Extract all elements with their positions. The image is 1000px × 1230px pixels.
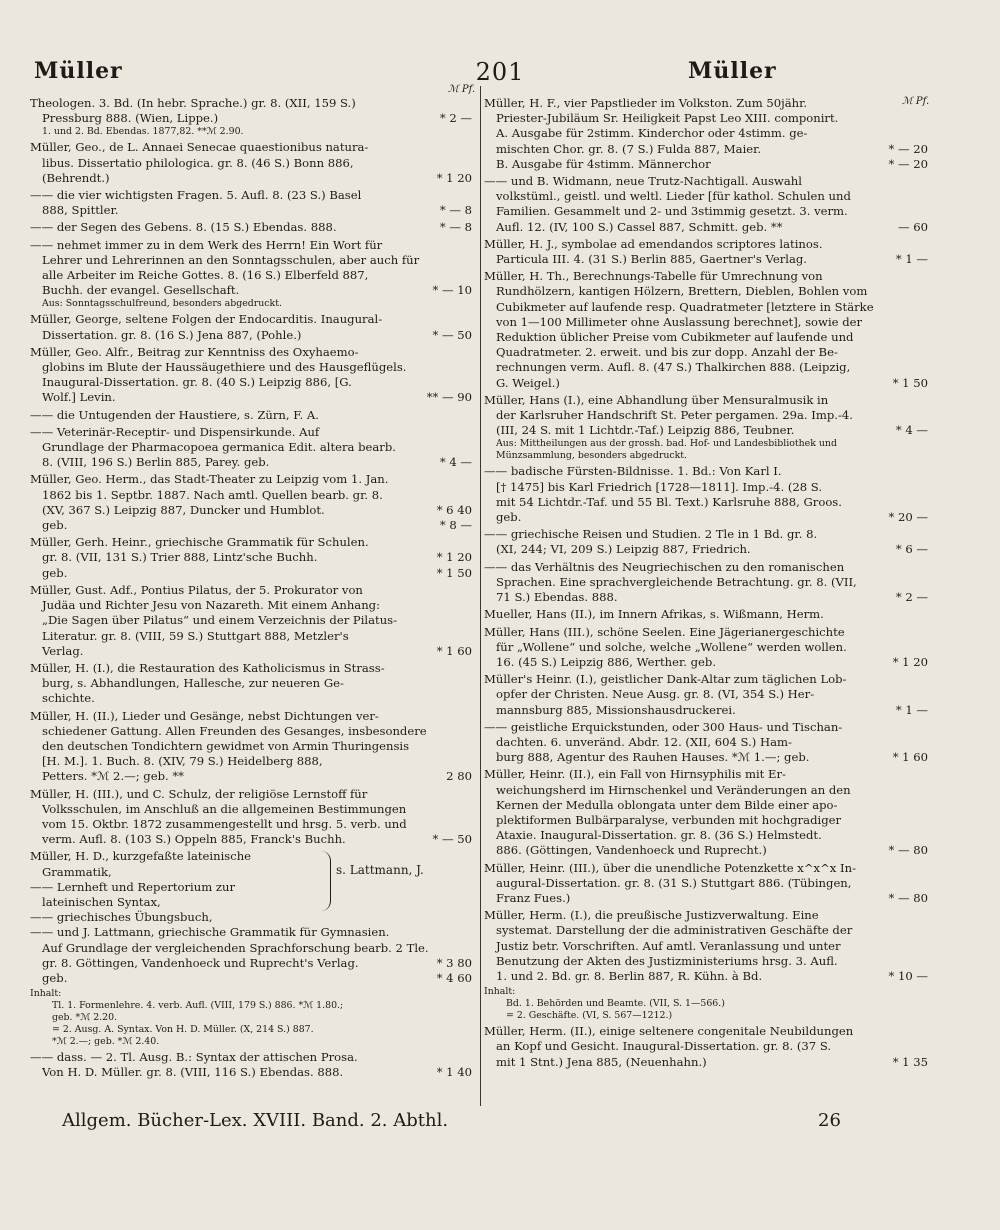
bibliography-entry	[484, 672, 932, 718]
entry-line: Pressburg 888. (Wien, Lippe.) * 2 —	[42, 111, 472, 126]
bibliography-entry	[484, 464, 932, 525]
entry-line: von 1—100 Millimeter ohne Auslassung berechnet], sowie der	[496, 314, 863, 329]
entry-line: 8. (VIII, 196 S.) Berlin 885, Parey. geb. * 4 —	[42, 455, 472, 470]
entry-line: 16. (45 S.) Leipzig 886, Werther. geb. * 1 20	[496, 654, 928, 669]
entry-line: = 2. Geschäfte. (VI, S. 567—1212.)	[506, 1010, 673, 1022]
entry-line: der Karlsruher Handschrift St. Peter pergamen. 29a. Imp.-4.	[496, 408, 853, 423]
entry-price: * 6 —	[895, 542, 928, 557]
entry-line: gr. 8. (VII, 131 S.) Trier 888, Lintz'sche Buchh. * 1 20	[42, 550, 472, 565]
bibliography-entry	[484, 986, 932, 1022]
bibliography-entry	[30, 140, 476, 186]
running-head-left: Müller	[34, 58, 123, 84]
entry-line: Franz Fues.) * — 80	[496, 890, 928, 905]
entry-line: —— griechische Reisen und Studien. 2 Tle in 1 Bd. gr. 8.	[484, 527, 818, 542]
brace-line: —— Lernheft und Repertorium zur	[30, 879, 236, 894]
entry-line: mischten Chor. gr. 8. (7 S.) Fulda 887, Maier. * — 20	[496, 141, 928, 156]
entry-price: * — 50	[432, 327, 472, 342]
bibliography-entry	[30, 425, 476, 471]
entry-note: Aus: Mittheilungen aus der grossh. bad. Hof- und Landesbibliothek und Münzsammlung, besonders abgedruckt.	[496, 438, 837, 462]
entry-price: * 2 —	[895, 590, 928, 605]
bibliography-entry	[30, 312, 476, 342]
right-column	[484, 96, 932, 1072]
entry-line: Wolf.] Levin. ** — 90	[42, 390, 472, 405]
entry-line: *ℳ 2.—; geb. *ℳ 2.40.	[52, 1036, 160, 1048]
entry-line: Rundhölzern, kantigen Hölzern, Brettern, Dieblen, Bohlen vom	[496, 284, 868, 299]
entry-line: Müller, Heinr. (III.), über die unendliche Potenzkette x^x^x In-	[484, 860, 856, 875]
entry-line: verm. Aufl. 8. (103 S.) Oppeln 885, Franck's Buchh. * — 50	[42, 832, 472, 847]
entry-line: geb. * 1 50	[42, 565, 472, 580]
entry-price: * 1 50	[892, 375, 928, 390]
entry-line: Tl. 1. Formenlehre. 4. verb. Aufl. (VIII, 179 S.) 886. *ℳ 1.80.;	[52, 1000, 344, 1012]
bibliography-entry	[484, 720, 932, 766]
entry-line: —— badische Fürsten-Bildnisse. 1. Bd.: Von Karl I.	[484, 464, 782, 479]
entry-line: schichte.	[42, 691, 95, 706]
entry-line: Müller, H. (II.), Lieder und Gesänge, nebst Dichtungen ver-	[30, 708, 379, 723]
bibliography-entry	[484, 96, 932, 172]
entry-price: * 3 80	[436, 955, 472, 970]
entry-price: * 1 35	[892, 1054, 928, 1069]
entry-price: * 4 —	[895, 423, 928, 438]
entry-line: = 2. Ausg. A. Syntax. Von H. D. Müller. (X, 214 S.) 887.	[52, 1024, 314, 1036]
curly-brace	[320, 851, 331, 911]
entry-price: ** — 90	[426, 390, 472, 405]
entry-line: —— die Untugenden der Haustiere, s. Zürn, F. A.	[30, 407, 319, 422]
entry-line: den deutschen Tondichtern gewidmet von Armin Thuringensis	[42, 738, 410, 753]
entry-line: mit 1 Stnt.) Jena 885, (Neuenhahn.) * 1 35	[496, 1054, 928, 1069]
entry-line: G. Weigel.) * 1 50	[496, 375, 928, 390]
entry-line: 71 S.) Ebendas. 888. * 2 —	[496, 590, 928, 605]
entry-line: Cubikmeter auf laufende resp. Quadratmeter [letztere in Stärke	[496, 299, 874, 314]
entry-line: Volksschulen, im Anschluß an die allgemeinen Bestimmungen	[42, 801, 407, 816]
brace-line: lateinischen Syntax,	[42, 894, 161, 909]
entry-line: Verlag. * 1 60	[42, 643, 472, 658]
entry-line: Mueller, Hans (II.), im Innern Afrikas, s. Wißmann, Herm.	[484, 607, 824, 622]
entry-price: * 4 —	[439, 455, 472, 470]
entry-price: * — 10	[432, 283, 472, 298]
entry-line: geb. * 4 60	[42, 970, 472, 985]
entry-line: Ataxie. Inaugural-Dissertation. gr. 8. (36 S.) Helmstedt.	[496, 828, 822, 843]
entry-line: Benutzung der Akten des Justizministeriums hrsg. 3. Aufl.	[496, 953, 838, 968]
entry-line: Müller, Herm. (II.), einige seltenere congenitale Neubildungen	[484, 1024, 854, 1039]
entry-price: * — 80	[888, 843, 928, 858]
bibliography-entry	[484, 560, 932, 606]
entry-line: Müller, Geo., de L. Annaei Senecae quaestionibus natura-	[30, 140, 369, 155]
bibliography-entry	[30, 345, 476, 406]
entry-line: Inhalt:	[484, 986, 516, 998]
entry-price: * — 80	[888, 890, 928, 905]
entry-line: Müller, George, seltene Folgen der Endocarditis. Inaugural-	[30, 312, 383, 327]
currency-header-left: ℳ Pf.	[448, 84, 476, 95]
entry-line: Müller, Heinr. (II.), ein Fall von Hirnsyphilis mit Er-	[484, 767, 786, 782]
entry-line: —— die vier wichtigsten Fragen. 5. Aufl. 8. (23 S.) Basel	[30, 188, 362, 203]
bibliography-entry	[484, 861, 932, 907]
entry-line: Bd. 1. Behörden und Beamte. (VII, S. 1—566.)	[506, 998, 725, 1010]
entry-price: * — 8	[439, 220, 472, 235]
bibliography-entry	[30, 988, 476, 1048]
entry-line: —— und J. Lattmann, griechische Grammatik für Gymnasien.	[30, 925, 390, 940]
entry-line: Von H. D. Müller. gr. 8. (VIII, 116 S.) Ebendas. 888. * 1 40	[42, 1065, 472, 1080]
entry-price: * 1 —	[895, 252, 928, 267]
entry-line: [H. M.]. 1. Buch. 8. (XIV, 79 S.) Heidelberg 888,	[42, 754, 323, 769]
bibliography-entry	[30, 925, 476, 986]
entry-price: * 1 —	[895, 702, 928, 717]
entry-line: Müller, H. J., symbolae ad emendandos scriptores latinos.	[484, 236, 823, 251]
entry-line: volkstüml., geistl. und weltl. Lieder [für kathol. Schulen und	[496, 189, 851, 204]
entry-line: augural-Dissertation. gr. 8. (31 S.) Stuttgart 886. (Tübingen,	[496, 875, 852, 890]
entry-line: mannsburg 885, Missionshausdruckerei. * 1 —	[496, 702, 928, 717]
brace-line: Grammatik,	[42, 864, 112, 879]
entry-line: an Kopf und Gesicht. Inaugural-Dissertation. gr. 8. (37 S.	[496, 1039, 832, 1054]
entry-line: Kernen der Medulla oblongata unter dem Bilde einer apo-	[496, 797, 838, 812]
bibliography-entry	[484, 269, 932, 391]
entry-line: Familien. Gesammelt und 2- und 3stimmig gesetzt. 3. verm.	[496, 204, 848, 219]
entry-line: mit 54 Lichtdr.-Taf. und 55 Bl. Text.) Karlsruhe 888, Groos.	[496, 494, 842, 509]
left-column	[30, 96, 476, 1083]
entry-line: —— der Segen des Gebens. 8. (15 S.) Ebendas. 888. * — 8	[30, 220, 472, 235]
entry-line: plektiformen Bulbärparalyse, verbunden mit hochgradiger	[496, 812, 842, 827]
entry-line: (XI, 244; VI, 209 S.) Leipzig 887, Friedrich. * 6 —	[496, 542, 928, 557]
entry-line: geb. *ℳ 2.20.	[52, 1012, 118, 1024]
entry-line: —— Veterinär-Receptir- und Dispensirkunde. Auf	[30, 424, 320, 439]
entry-line: burg 888, Agentur des Rauhen Hauses. *ℳ 1.—; geb. * 1 60	[496, 750, 928, 765]
bibliography-entry	[30, 408, 476, 423]
entry-line: Reduktion üblicher Preise vom Cubikmeter auf laufende und	[496, 330, 854, 345]
bibliography-entry	[484, 908, 932, 984]
entry-price: * 1 20	[892, 654, 928, 669]
bibliography-entry	[30, 661, 476, 707]
entry-line: Müller, Gust. Adf., Pontius Pilatus, der 5. Prokurator von	[30, 582, 363, 597]
cross-reference: s. Lattmann, J.	[336, 863, 424, 878]
entry-line: geb. * 20 —	[496, 510, 928, 525]
entry-price: * 2 —	[439, 111, 472, 126]
entry-line: (XV, 367 S.) Leipzig 887, Duncker und Humblot. * 6 40	[42, 502, 472, 517]
entry-price: * 1 50	[436, 565, 472, 580]
bibliography-entry	[484, 174, 932, 235]
bibliography-entry	[30, 188, 476, 218]
entry-line: 886. (Göttingen, Vandenhoeck und Ruprecht.) * — 80	[496, 843, 928, 858]
entry-line: [† 1475] bis Karl Friedrich [1728—1811]. Imp.-4. (28 S.	[496, 479, 823, 494]
entry-line: (III, 24 S. mit 1 Lichtdr.-Taf.) Leipzig 886, Teubner. * 4 —	[496, 423, 928, 438]
entry-price: * 1 60	[436, 643, 472, 658]
entry-line: Literatur. gr. 8. (VIII, 59 S.) Stuttgart 888, Metzler's	[42, 628, 349, 643]
entry-line: B. Ausgabe für 4stimm. Männerchor * — 20	[496, 156, 928, 171]
bibliography-entry	[484, 527, 932, 557]
bibliography-entry	[30, 787, 476, 848]
entry-line: für „Wollene“ und solche, welche „Wollene“ werden wollen.	[496, 639, 847, 654]
entry-line: geb. * 8 —	[42, 518, 472, 533]
entry-line: burg, s. Abhandlungen, Hallesche, zur neueren Ge-	[42, 676, 344, 691]
entry-line: opfer der Christen. Neue Ausg. gr. 8. (VI, 354 S.) Her-	[496, 687, 815, 702]
entry-line: alle Arbeiter im Reiche Gottes. 8. (16 S.) Elberfeld 887,	[42, 268, 369, 283]
entry-price: * 1 20	[436, 170, 472, 185]
entry-price: * 1 60	[892, 750, 928, 765]
entry-price: 2 80	[446, 769, 472, 784]
entry-price: * — 8	[439, 203, 472, 218]
brace-line: Müller, H. D., kurzgefaßte lateinische	[30, 849, 252, 864]
entry-price: * 20 —	[888, 510, 928, 525]
bibliography-entry	[30, 709, 476, 785]
entry-price: * 1 20	[436, 550, 472, 565]
entry-line: Müller's Heinr. (I.), geistlicher Dank-Altar zum täglichen Lob-	[484, 672, 847, 687]
bibliography-entry	[30, 238, 476, 311]
entry-line: Müller, Hans (III.), schöne Seelen. Eine Jägerianergeschichte	[484, 624, 845, 639]
entry-line: Müller, H. Th., Berechnungs-Tabelle für Umrechnung von	[484, 269, 823, 284]
bibliography-entry	[484, 237, 932, 267]
entry-line: A. Ausgabe für 2stimm. Kinderchor oder 4stimm. ge-	[496, 126, 808, 141]
bibliography-entry	[484, 607, 932, 622]
entry-line: Sprachen. Eine sprachvergleichende Betrachtung. gr. 8. (VII,	[496, 574, 857, 589]
bibliography-entry	[30, 96, 476, 138]
entry-price: * 8 —	[439, 518, 472, 533]
entry-price: * 1 40	[436, 1065, 472, 1080]
entry-line: Grundlage der Pharmacopoea germanica Edit. altera bearb.	[42, 440, 396, 455]
entry-line: Inhalt:	[30, 988, 62, 1000]
entry-line: Aufl. 12. (IV, 100 S.) Cassel 887, Schmitt. geb. ** — 60	[496, 219, 928, 234]
entry-line: —— das Verhältnis des Neugriechischen zu den romanischen	[484, 559, 845, 574]
entry-line: Müller, Herm. (I.), die preußische Justizverwaltung. Eine	[484, 908, 819, 923]
entry-line: schiedener Gattung. Allen Freunden des Gesanges, insbesondere	[42, 723, 427, 738]
bibliography-entry	[30, 472, 476, 533]
entry-price: * 10 —	[888, 968, 928, 983]
page-number: 201	[475, 58, 525, 86]
bibliography-entry	[484, 625, 932, 671]
bibliography-entry	[30, 220, 476, 235]
brace-group	[30, 849, 476, 925]
entry-price: — 60	[897, 219, 928, 234]
footer-sheet-number: 26	[818, 1110, 841, 1131]
entry-line: Buchh. der evangel. Gesellschaft. * — 10	[42, 283, 472, 298]
entry-line: Auf Grundlage der vergleichenden Sprachforschung bearb. 2 Tle.	[42, 940, 429, 955]
entry-note: 1. und 2. Bd. Ebendas. 1877,82. **ℳ 2.90.	[42, 126, 244, 138]
entry-line: Priester-Jubiläum Sr. Heiligkeit Papst Leo XIII. componirt.	[496, 111, 839, 126]
entry-line: (Behrendt.) * 1 20	[42, 170, 472, 185]
entry-line: —— und B. Widmann, neue Trutz-Nachtigall. Auswahl	[484, 174, 802, 189]
entry-line: —— nehmet immer zu in dem Werk des Herrn! Ein Wort für	[30, 237, 383, 252]
entry-line: gr. 8. Göttingen, Vandenhoeck und Ruprecht's Verlag. * 3 80	[42, 955, 472, 970]
entry-line: Müller, H. (I.), die Restauration des Katholicismus in Strass-	[30, 660, 385, 675]
entry-line: Müller, H. F., vier Papstlieder im Volkston. Zum 50jähr.	[484, 96, 808, 110]
entry-line: Particula III. 4. (31 S.) Berlin 885, Gaertner's Verlag. * 1 —	[496, 252, 928, 267]
entry-price: * — 20	[888, 156, 928, 171]
bibliography-entry	[484, 393, 932, 463]
entry-line: weichungsherd im Hirnschenkel und Veränderungen an den	[496, 782, 851, 797]
entry-line: systemat. Darstellung der die administrativen Geschäfte der	[496, 923, 853, 938]
entry-price: * 6 40	[436, 502, 472, 517]
bibliography-entry	[30, 583, 476, 659]
entry-line: Müller, Geo. Herm., das Stadt-Theater zu Leipzig vom 1. Jan.	[30, 472, 389, 487]
entry-price: * — 50	[432, 832, 472, 847]
entry-line: Judäa und Richter Jesu von Nazareth. Mit einem Anhang:	[42, 598, 381, 613]
entry-line: Theologen. 3. Bd. (In hebr. Sprache.) gr. 8. (XII, 159 S.)	[30, 96, 356, 110]
entry-line: Müller, H. (III.), und C. Schulz, der religiöse Lernstoff für	[30, 786, 368, 801]
entry-line: 888, Spittler. * — 8	[42, 203, 472, 218]
entry-line: Lehrer und Lehrerinnen an den Sonntagsschulen, aber auch für	[42, 252, 420, 267]
brace-line: —— griechisches Übungsbuch,	[30, 910, 213, 925]
entry-line: dachten. 6. unveränd. Abdr. 12. (XII, 604 S.) Ham-	[496, 734, 792, 749]
entry-line: Müller, Gerh. Heinr., griechische Grammatik für Schulen.	[30, 535, 369, 550]
entry-price: * — 20	[888, 141, 928, 156]
entry-line: Petters. *ℳ 2.—; geb. ** 2 80	[42, 769, 472, 784]
entry-line: Dissertation. gr. 8. (16 S.) Jena 887, (Pohle.) * — 50	[42, 327, 472, 342]
entry-line: vom 15. Oktbr. 1872 zusammengestellt und hrsg. 5. verb. und	[42, 816, 407, 831]
running-head-right: Müller	[688, 58, 777, 84]
footer-signature: Allgem. Bücher-Lex. XVIII. Band. 2. Abthl.	[62, 1110, 449, 1131]
entry-line: globins im Blute der Haussäugethiere und des Hausgeflügels.	[42, 360, 407, 375]
entry-price: * 4 60	[436, 970, 472, 985]
entry-line: Inaugural-Dissertation. gr. 8. (40 S.) Leipzig 886, [G.	[42, 375, 352, 390]
entry-line: rechnungen verm. Aufl. 8. (47 S.) Thalkirchen 888. (Leipzig,	[496, 360, 851, 375]
bibliography-entry	[30, 535, 476, 581]
entry-line: „Die Sagen über Pilatus“ und einem Verzeichnis der Pilatus-	[42, 613, 398, 628]
entry-line: —— dass. — 2. Tl. Ausg. B.: Syntax der attischen Prosa.	[30, 1050, 358, 1065]
entry-line: Quadratmeter. 2. erweit. und bis zur dopp. Anzahl der Be-	[496, 345, 838, 360]
currency-header-right: ℳ Pf.	[902, 96, 930, 107]
entry-line: Justiz betr. Vorschriften. Auf amtl. Veranlassung und unter	[496, 938, 841, 953]
entry-line: —— geistliche Erquickstunden, oder 300 Haus- und Tischan-	[484, 719, 843, 734]
entry-line: libus. Dissertatio philologica. gr. 8. (46 S.) Bonn 886,	[42, 155, 354, 170]
entry-line: 1862 bis 1. Septbr. 1887. Nach amtl. Quellen bearb. gr. 8.	[42, 487, 383, 502]
entry-note: Aus: Sonntagsschulfreund, besonders abgedruckt.	[42, 298, 282, 310]
column-divider	[480, 86, 481, 1106]
bibliography-entry	[484, 1024, 932, 1070]
entry-line: Müller, Hans (I.), eine Abhandlung über Mensuralmusik in	[484, 392, 829, 407]
bibliography-entry	[484, 767, 932, 858]
bibliography-entry	[30, 1050, 476, 1080]
entry-line: 1. und 2. Bd. gr. 8. Berlin 887, R. Kühn. à Bd. * 10 —	[496, 968, 928, 983]
entry-line: Müller, Geo. Alfr., Beitrag zur Kenntniss des Oxyhaemo-	[30, 344, 359, 359]
